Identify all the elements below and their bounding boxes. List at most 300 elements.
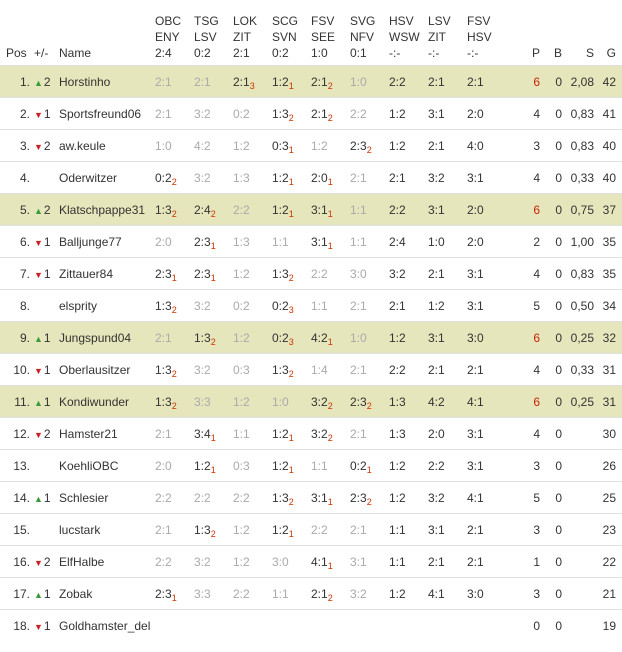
tip-cell[interactable] <box>350 162 389 194</box>
player-name[interactable]: Hamster21 <box>59 418 155 450</box>
tip-cell[interactable] <box>311 418 350 450</box>
tip-cell[interactable] <box>311 482 350 514</box>
trend-delta: 2 <box>43 202 51 217</box>
match-result: 0:2 <box>272 46 289 60</box>
tip-value: 3:1 <box>467 266 484 281</box>
tip-cell[interactable] <box>467 418 507 450</box>
tip-cell[interactable] <box>350 450 389 482</box>
player-name[interactable]: Klatschpappe31 <box>59 194 155 226</box>
player-name[interactable]: Zobak <box>59 578 155 610</box>
tip-cell[interactable] <box>233 66 272 98</box>
table-row[interactable] <box>0 610 622 642</box>
tip-cell[interactable] <box>428 162 467 194</box>
header-average[interactable]: S <box>585 46 594 60</box>
tip-points: 1 <box>210 240 216 251</box>
tip-cell[interactable] <box>350 258 389 290</box>
match-team-away: SVN <box>272 30 297 44</box>
tip-cell[interactable] <box>272 322 311 354</box>
tip-cell[interactable] <box>428 482 467 514</box>
tip-cell[interactable] <box>428 418 467 450</box>
table-row[interactable] <box>0 162 622 194</box>
player-name[interactable]: Oberlausitzer <box>59 354 155 386</box>
tip-cell[interactable] <box>233 258 272 290</box>
bonus-cell: 0 <box>540 130 562 162</box>
header-match[interactable] <box>233 0 272 66</box>
tip-cell[interactable] <box>467 194 507 226</box>
tip-cell[interactable] <box>194 98 233 130</box>
arrow-up-icon: ▲ <box>34 77 43 88</box>
tip-cell[interactable] <box>389 610 428 642</box>
tip-cell[interactable] <box>311 322 350 354</box>
tip-cell[interactable] <box>389 418 428 450</box>
tip-cell[interactable] <box>311 290 350 322</box>
tip-value: 3:1 <box>428 202 445 217</box>
average-cell: 0,25 <box>562 386 594 418</box>
tip-value: 4:1 <box>467 490 484 505</box>
tip-cell[interactable] <box>389 386 428 418</box>
header-name[interactable]: Name <box>59 46 92 60</box>
tip-value: 1:3 <box>233 234 250 249</box>
points-cell: 4 <box>507 418 540 450</box>
bonus-cell: 0 <box>540 578 562 610</box>
header-bonus[interactable]: B <box>553 46 562 60</box>
tip-cell[interactable] <box>467 98 507 130</box>
tip-value: 1:2 <box>389 458 406 473</box>
tip-cell[interactable] <box>155 162 194 194</box>
tip-cell[interactable] <box>428 354 467 386</box>
tip-cell[interactable] <box>233 578 272 610</box>
rank-cell: 17. <box>0 578 34 610</box>
rank-cell: 12. <box>0 418 34 450</box>
tip-value: 1:3 <box>155 202 172 217</box>
tip-value: 0:2 <box>155 170 172 185</box>
tip-cell[interactable] <box>467 322 507 354</box>
player-name[interactable]: ElfHalbe <box>59 546 155 578</box>
trend-cell <box>34 514 59 546</box>
tip-cell[interactable] <box>194 66 233 98</box>
tip-cell[interactable] <box>428 610 467 642</box>
tip-cell[interactable] <box>155 98 194 130</box>
header-match[interactable] <box>389 0 428 66</box>
tip-cell[interactable] <box>194 418 233 450</box>
tip-cell[interactable] <box>155 66 194 98</box>
tip-cell[interactable] <box>428 130 467 162</box>
tip-cell[interactable] <box>233 130 272 162</box>
tip-cell[interactable] <box>467 546 507 578</box>
tip-cell[interactable] <box>311 610 350 642</box>
tip-cell[interactable] <box>194 386 233 418</box>
tip-value: 2:0 <box>155 458 172 473</box>
tip-cell[interactable] <box>194 162 233 194</box>
tip-cell[interactable] <box>272 258 311 290</box>
tip-cell[interactable] <box>233 386 272 418</box>
trend-cell <box>34 258 59 290</box>
tip-cell[interactable] <box>467 162 507 194</box>
tip-value: 3:2 <box>428 170 445 185</box>
tip-value: 3:1 <box>311 490 328 505</box>
tip-cell[interactable] <box>272 546 311 578</box>
rank-cell: 8. <box>0 290 34 322</box>
tip-cell[interactable] <box>467 66 507 98</box>
tip-value: 3:2 <box>428 490 445 505</box>
trend-cell <box>34 322 59 354</box>
tip-value: 1:1 <box>350 234 367 249</box>
tip-cell[interactable] <box>233 98 272 130</box>
total-cell: 22 <box>594 546 622 578</box>
match-team-home: SCG <box>272 14 299 28</box>
tip-cell[interactable] <box>467 450 507 482</box>
tip-cell[interactable] <box>233 322 272 354</box>
tip-cell[interactable] <box>389 162 428 194</box>
tip-cell[interactable] <box>194 194 233 226</box>
table-row[interactable] <box>0 98 622 130</box>
bonus-cell: 0 <box>540 226 562 258</box>
tip-cell[interactable] <box>428 290 467 322</box>
tip-cell[interactable] <box>467 578 507 610</box>
match-result: -:- <box>428 46 440 60</box>
tip-cell[interactable] <box>233 610 272 642</box>
player-name[interactable]: Sportsfreund06 <box>59 98 155 130</box>
tip-cell[interactable] <box>155 546 194 578</box>
tip-cell[interactable] <box>311 162 350 194</box>
tip-cell[interactable] <box>272 162 311 194</box>
tip-cell[interactable] <box>389 98 428 130</box>
tip-cell[interactable] <box>233 226 272 258</box>
tip-cell[interactable] <box>155 482 194 514</box>
header-match[interactable] <box>428 0 467 66</box>
tip-cell[interactable] <box>233 450 272 482</box>
trend-delta: 1 <box>43 106 51 121</box>
tip-value: 2:0 <box>428 426 445 441</box>
header-match[interactable] <box>467 0 507 66</box>
header-match[interactable] <box>272 0 311 66</box>
table-row[interactable] <box>0 194 622 226</box>
tip-value: 2:1 <box>155 426 172 441</box>
player-name[interactable]: KoehliOBC <box>59 450 155 482</box>
tip-points: 2 <box>327 432 333 443</box>
tip-cell[interactable] <box>194 130 233 162</box>
tip-cell[interactable] <box>233 546 272 578</box>
tip-cell[interactable] <box>428 546 467 578</box>
tip-cell[interactable] <box>350 194 389 226</box>
trend-delta: 2 <box>43 74 51 89</box>
tip-cell[interactable] <box>467 290 507 322</box>
tip-cell[interactable] <box>311 130 350 162</box>
tip-cell[interactable] <box>272 66 311 98</box>
table-row[interactable] <box>0 418 622 450</box>
tip-cell[interactable] <box>272 578 311 610</box>
tip-value: 2:1 <box>467 362 484 377</box>
tip-cell[interactable] <box>389 130 428 162</box>
tip-value: 1:1 <box>233 426 250 441</box>
tip-cell[interactable] <box>389 482 428 514</box>
tip-cell[interactable] <box>311 450 350 482</box>
tip-cell[interactable] <box>272 354 311 386</box>
table-row[interactable] <box>0 514 622 546</box>
tip-value: 2:1 <box>428 138 445 153</box>
tip-cell[interactable] <box>272 610 311 642</box>
total-cell: 40 <box>594 162 622 194</box>
tip-cell[interactable] <box>155 578 194 610</box>
table-row[interactable] <box>0 66 622 98</box>
arrow-down-icon: ▼ <box>34 621 43 632</box>
tip-cell[interactable] <box>350 610 389 642</box>
tip-value: 2:1 <box>155 74 172 89</box>
tip-cell[interactable] <box>272 514 311 546</box>
tip-cell[interactable] <box>350 546 389 578</box>
tip-cell[interactable] <box>233 482 272 514</box>
tip-points: 2 <box>366 496 372 507</box>
tip-cell[interactable] <box>350 514 389 546</box>
tip-cell[interactable] <box>389 546 428 578</box>
tip-cell[interactable] <box>194 258 233 290</box>
player-name[interactable]: elsprity <box>59 290 155 322</box>
tip-cell[interactable] <box>155 418 194 450</box>
header-pos[interactable]: Pos <box>6 46 27 60</box>
tip-cell[interactable] <box>389 258 428 290</box>
header-match[interactable] <box>350 0 389 66</box>
tip-cell[interactable] <box>155 354 194 386</box>
tip-cell[interactable] <box>233 194 272 226</box>
tip-cell[interactable] <box>194 482 233 514</box>
header-points[interactable]: P <box>531 46 540 60</box>
trend-cell <box>34 482 59 514</box>
tip-cell[interactable] <box>389 322 428 354</box>
tip-cell[interactable] <box>272 386 311 418</box>
tip-cell[interactable] <box>428 226 467 258</box>
total-cell: 35 <box>594 226 622 258</box>
tip-value: 3:1 <box>428 106 445 121</box>
tip-cell[interactable] <box>428 66 467 98</box>
tip-cell[interactable] <box>194 514 233 546</box>
tip-cell[interactable] <box>272 226 311 258</box>
player-name[interactable]: Jungspund04 <box>59 322 155 354</box>
header-match[interactable] <box>155 0 194 66</box>
tip-cell[interactable] <box>194 354 233 386</box>
tip-value: 2:3 <box>155 586 172 601</box>
trend-cell <box>34 98 59 130</box>
player-name[interactable]: aw.keule <box>59 130 155 162</box>
match-team-home: HSV <box>389 14 414 28</box>
tip-cell[interactable] <box>272 98 311 130</box>
table-row[interactable] <box>0 450 622 482</box>
table-row[interactable] <box>0 258 622 290</box>
table-row[interactable] <box>0 578 622 610</box>
trend-cell <box>34 194 59 226</box>
header-total[interactable]: G <box>606 46 616 60</box>
tip-value: 4:2 <box>194 138 211 153</box>
tip-cell[interactable] <box>428 98 467 130</box>
rank-cell: 18. <box>0 610 34 642</box>
tip-cell[interactable] <box>194 322 233 354</box>
tip-value: 3:0 <box>272 554 289 569</box>
tip-value: 3:2 <box>194 298 211 313</box>
tip-cell[interactable] <box>194 290 233 322</box>
tip-cell[interactable] <box>194 578 233 610</box>
match-team-home: SVG <box>350 14 376 28</box>
tip-cell[interactable] <box>428 514 467 546</box>
table-row[interactable] <box>0 354 622 386</box>
tip-cell[interactable] <box>194 226 233 258</box>
table-row[interactable] <box>0 482 622 514</box>
tip-cell[interactable] <box>311 354 350 386</box>
tip-cell[interactable] <box>272 482 311 514</box>
tip-cell[interactable] <box>194 450 233 482</box>
table-row[interactable] <box>0 290 622 322</box>
tip-cell[interactable] <box>350 98 389 130</box>
tip-cell[interactable] <box>311 514 350 546</box>
header-match[interactable] <box>194 0 233 66</box>
tip-cell[interactable] <box>272 418 311 450</box>
tip-cell[interactable] <box>155 130 194 162</box>
tip-cell[interactable] <box>155 322 194 354</box>
tip-cell[interactable] <box>194 610 233 642</box>
tip-cell[interactable] <box>155 514 194 546</box>
tip-cell[interactable] <box>155 226 194 258</box>
tip-cell[interactable] <box>350 578 389 610</box>
rank-cell: 2. <box>0 98 34 130</box>
match-result: 1:0 <box>311 46 328 60</box>
tip-value: 3:0 <box>467 330 484 345</box>
tip-value: 3:1 <box>350 554 367 569</box>
header-match[interactable] <box>311 0 350 66</box>
tip-value: 0:2 <box>350 458 367 473</box>
match-result: -:- <box>467 46 479 60</box>
tip-cell[interactable] <box>350 226 389 258</box>
tip-cell[interactable] <box>272 194 311 226</box>
tip-cell[interactable] <box>467 610 507 642</box>
tip-cell[interactable] <box>350 418 389 450</box>
bonus-cell: 0 <box>540 290 562 322</box>
table-row[interactable] <box>0 226 622 258</box>
tip-value: 1:2 <box>272 458 289 473</box>
table-row[interactable] <box>0 386 622 418</box>
arrow-up-icon: ▲ <box>34 333 43 344</box>
tip-value: 3:2 <box>194 106 211 121</box>
tip-cell[interactable] <box>467 226 507 258</box>
table-row[interactable] <box>0 322 622 354</box>
tip-cell[interactable] <box>467 514 507 546</box>
tip-cell[interactable] <box>155 258 194 290</box>
tip-cell[interactable] <box>428 386 467 418</box>
tip-cell[interactable] <box>311 258 350 290</box>
tip-value: 3:3 <box>194 586 211 601</box>
points-cell: 3 <box>507 578 540 610</box>
trend-cell <box>34 354 59 386</box>
table-row[interactable] <box>0 130 622 162</box>
tip-cell[interactable] <box>389 226 428 258</box>
tip-cell[interactable] <box>272 130 311 162</box>
tip-cell[interactable] <box>350 386 389 418</box>
tip-cell[interactable] <box>428 450 467 482</box>
tip-cell[interactable] <box>350 290 389 322</box>
tip-cell[interactable] <box>155 386 194 418</box>
tip-value: 1:4 <box>311 362 328 377</box>
tip-cell[interactable] <box>155 610 194 642</box>
tip-cell[interactable] <box>389 514 428 546</box>
tip-cell[interactable] <box>272 450 311 482</box>
player-name[interactable]: Schlesier <box>59 482 155 514</box>
tip-value: 3:2 <box>311 394 328 409</box>
tip-value: 1:2 <box>389 330 406 345</box>
player-name[interactable]: lucstark <box>59 514 155 546</box>
tip-cell[interactable] <box>428 194 467 226</box>
average-cell: 0,83 <box>562 130 594 162</box>
tip-cell[interactable] <box>311 546 350 578</box>
tip-cell[interactable] <box>428 258 467 290</box>
table-row[interactable] <box>0 546 622 578</box>
tip-cell[interactable] <box>233 290 272 322</box>
tip-cell[interactable] <box>311 98 350 130</box>
tip-cell[interactable] <box>194 546 233 578</box>
tip-cell[interactable] <box>389 354 428 386</box>
tip-cell[interactable] <box>389 194 428 226</box>
tip-cell[interactable] <box>350 66 389 98</box>
tip-cell[interactable] <box>428 322 467 354</box>
total-cell: 19 <box>594 610 622 642</box>
tip-cell[interactable] <box>311 66 350 98</box>
tip-cell[interactable] <box>467 258 507 290</box>
tip-cell[interactable] <box>311 194 350 226</box>
tip-cell[interactable] <box>467 482 507 514</box>
tip-cell[interactable] <box>389 578 428 610</box>
player-name[interactable]: Oderwitzer <box>59 162 155 194</box>
tip-cell[interactable] <box>233 418 272 450</box>
bonus-cell: 0 <box>540 98 562 130</box>
player-name[interactable]: Zittauer84 <box>59 258 155 290</box>
tip-cell[interactable] <box>428 578 467 610</box>
tip-cell[interactable] <box>350 322 389 354</box>
player-name[interactable]: Horstinho <box>59 66 155 98</box>
tip-cell[interactable] <box>233 514 272 546</box>
tip-value: 1:1 <box>389 522 406 537</box>
header-trend[interactable]: +/- <box>34 46 49 60</box>
player-name[interactable]: Kondiwunder <box>59 386 155 418</box>
trend-delta: 1 <box>43 618 51 633</box>
tip-cell[interactable] <box>233 354 272 386</box>
tip-cell[interactable] <box>350 482 389 514</box>
tip-points: 1 <box>171 592 177 603</box>
tip-cell[interactable] <box>272 290 311 322</box>
match-team-away: HSV <box>467 30 492 44</box>
tip-value: 3:1 <box>467 426 484 441</box>
tip-cell[interactable] <box>155 450 194 482</box>
tip-cell[interactable] <box>467 354 507 386</box>
tip-cell[interactable] <box>233 162 272 194</box>
tip-cell[interactable] <box>389 66 428 98</box>
tip-cell[interactable] <box>467 386 507 418</box>
tip-cell[interactable] <box>350 354 389 386</box>
match-team-home: TSG <box>194 14 219 28</box>
tip-value: 1:1 <box>272 234 289 249</box>
tip-cell[interactable] <box>311 386 350 418</box>
tip-points: 2 <box>327 400 333 411</box>
tip-cell[interactable] <box>389 450 428 482</box>
tip-cell[interactable] <box>389 290 428 322</box>
player-name[interactable]: Goldhamster_del <box>59 610 155 642</box>
rank-cell: 3. <box>0 130 34 162</box>
tip-cell[interactable] <box>311 226 350 258</box>
tip-cell[interactable] <box>350 130 389 162</box>
tip-cell[interactable] <box>467 130 507 162</box>
tip-cell[interactable] <box>155 290 194 322</box>
average-cell <box>562 578 594 610</box>
tip-value: 1:3 <box>272 266 289 281</box>
player-name[interactable]: Balljunge77 <box>59 226 155 258</box>
tip-cell[interactable] <box>311 578 350 610</box>
tip-value: 0:2 <box>272 330 289 345</box>
tip-cell[interactable] <box>155 194 194 226</box>
